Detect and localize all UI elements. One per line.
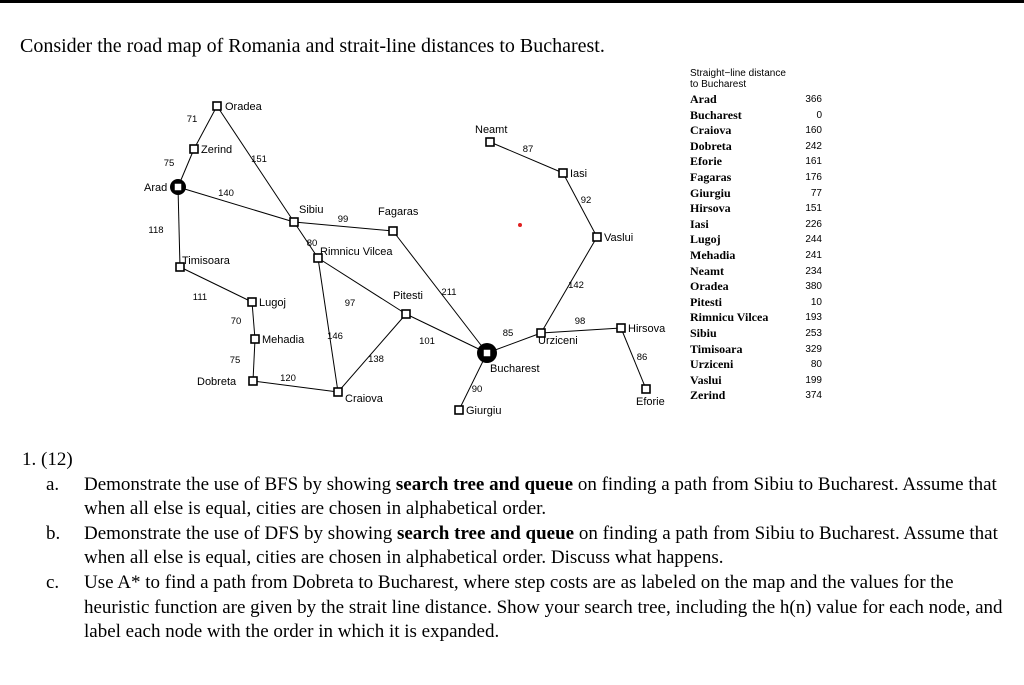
sld-city: Neamt: [690, 263, 724, 278]
city-label-fagaras: Fagaras: [378, 206, 419, 218]
sld-rows: [690, 92, 822, 404]
question-c: [22, 571, 1012, 645]
question-a-letter: a.: [46, 473, 60, 495]
city-label-rimnicu: Rimnicu Vilcea: [320, 246, 393, 258]
question-c-text: Use A* to find a path from Dobreta to Bucharest, where step costs are as labeled on the map and the values for the heuristic function are given by the strait line distance. Show your search tree, including the h(n) value for each node, and label each node with the order in which it is expanded.: [84, 571, 1003, 643]
road-distance-label: 97: [344, 298, 356, 309]
sld-city: Vaslui: [690, 372, 722, 387]
city-marker-bucharest: [477, 343, 497, 363]
romania-road-map: [0, 0, 690, 430]
city-label-craiova: Craiova: [345, 393, 383, 405]
city-label-neamt: Neamt: [475, 124, 508, 136]
sld-value: 161: [805, 156, 822, 168]
sld-row: [690, 310, 822, 326]
road-distance-label: 151: [251, 154, 267, 165]
question-b-bold: search tree and queue: [396, 522, 575, 544]
sld-city: Arad: [690, 92, 717, 106]
road-distance-label: 70: [230, 316, 242, 327]
sld-city: Craiova: [690, 123, 732, 138]
city-label-arad: Arad: [144, 182, 168, 194]
city-marker-zerind: [190, 145, 198, 153]
sld-header-line1: Straight−line distance: [690, 68, 786, 79]
road-distance-label: 71: [186, 114, 198, 125]
sld-city: Dobreta: [690, 138, 732, 153]
city-label-giurgiu: Giurgiu: [466, 405, 502, 417]
sld-city: Timisoara: [690, 341, 743, 356]
road-distance-label: 80: [306, 238, 318, 249]
road-distance-label: 98: [574, 316, 586, 327]
question-a-text-post: on finding a path from Sibiu to Bucharest. Assume that when all else is equal, cities are chosen in alphabetical order.: [84, 473, 997, 520]
road-urziceni-hirsova: [541, 328, 621, 333]
sld-row: [690, 123, 822, 139]
road-distance-label: 90: [471, 384, 483, 395]
sld-value: 380: [805, 281, 822, 293]
city-marker-giurgiu: [455, 406, 463, 414]
sld-row: [690, 217, 822, 233]
sld-row: [690, 154, 822, 170]
sld-row: [690, 264, 822, 280]
question-b-text-pre: Demonstrate the use of DFS by showing: [84, 522, 397, 544]
sld-value: 366: [805, 94, 822, 105]
road-distance-label: 111: [192, 292, 208, 303]
road-arad-timisoara: [178, 187, 180, 267]
road-distance-label: 138: [368, 354, 384, 365]
sld-value: 151: [805, 203, 822, 215]
city-label-oradea: Oradea: [225, 101, 262, 113]
sld-row: [690, 279, 822, 295]
sld-value: 244: [805, 234, 822, 246]
sld-city: Sibiu: [690, 325, 717, 340]
sld-row: [690, 139, 822, 155]
city-marker-arad: [170, 179, 186, 195]
road-distance-label: 120: [280, 373, 296, 384]
question-b: [22, 522, 1012, 571]
sld-value: 253: [805, 327, 822, 339]
question-number: 1.: [22, 449, 37, 470]
road-distance-label: 142: [568, 280, 584, 291]
road-distance-label: 75: [229, 355, 241, 366]
sld-value: 10: [810, 296, 822, 308]
sld-city: Urziceni: [690, 357, 734, 372]
sld-value: 329: [805, 343, 822, 355]
question-b-letter: b.: [46, 522, 61, 544]
questions: [22, 448, 1012, 645]
sld-row: [690, 373, 822, 389]
city-marker-sibiu: [290, 218, 298, 226]
sld-value: 193: [805, 312, 822, 324]
sld-value: 242: [805, 140, 822, 152]
sld-city: Zerind: [690, 388, 726, 403]
road-distance-label: 118: [148, 225, 164, 236]
sld-city: Mehadia: [690, 247, 736, 262]
city-label-lugoj: Lugoj: [259, 297, 286, 309]
sld-row: [690, 342, 822, 358]
road-timisoara-lugoj: [180, 267, 252, 302]
road-distance-label: 87: [522, 144, 534, 155]
sld-city: Giurgiu: [690, 185, 731, 200]
sld-city: Lugoj: [690, 232, 721, 247]
sld-row: [690, 388, 822, 404]
sld-city: Hirsova: [690, 201, 731, 216]
road-rimnicu-pitesti: [318, 258, 406, 314]
sld-value: 241: [805, 249, 822, 261]
road-craiova-pitesti: [338, 314, 406, 392]
city-label-vaslui: Vaslui: [604, 232, 634, 244]
question-a: [22, 473, 1012, 522]
city-marker-dobreta: [249, 377, 257, 385]
road-rimnicu-craiova: [318, 258, 338, 392]
question-points: (12): [41, 449, 73, 470]
road-distance-label: 211: [441, 287, 457, 298]
straight-line-distance-table: [690, 68, 830, 404]
city-label-urziceni: Urziceni: [538, 335, 578, 347]
sld-value: 0: [816, 109, 822, 121]
road-mehadia-dobreta: [253, 339, 255, 381]
sld-city: Fagaras: [690, 169, 732, 184]
city-label-bucharest: Bucharest: [490, 363, 540, 375]
question-a-bold: search tree and queue: [395, 473, 574, 495]
road-distance-label: 75: [163, 158, 175, 169]
city-marker-mehadia: [251, 335, 259, 343]
road-distance-label: 101: [419, 336, 435, 347]
question-c-letter: c.: [46, 571, 60, 593]
sld-value: 199: [805, 374, 822, 386]
sld-row: [690, 201, 822, 217]
city-marker-fagaras: [389, 227, 397, 235]
sld-row: [690, 232, 822, 248]
road-distance-label: 99: [337, 214, 349, 225]
sld-row: [690, 108, 822, 124]
city-marker-oradea: [213, 102, 221, 110]
city-marker-lugoj: [248, 298, 256, 306]
sld-city: Iasi: [690, 216, 709, 231]
city-label-sibiu: Sibiu: [299, 204, 324, 216]
sld-row: [690, 357, 822, 373]
sld-value: 176: [805, 171, 822, 183]
city-marker-vaslui: [593, 233, 601, 241]
road-lugoj-mehadia: [252, 302, 255, 339]
sld-value: 374: [805, 390, 822, 402]
city-label-mehadia: Mehadia: [262, 334, 305, 346]
sld-city: Eforie: [690, 154, 722, 169]
city-label-zerind: Zerind: [201, 144, 233, 156]
city-marker-pitesti: [402, 310, 410, 318]
city-label-timisoara: Timisoara: [182, 255, 230, 267]
city-label-hirsova: Hirsova: [628, 323, 666, 335]
city-marker-eforie: [642, 385, 650, 393]
sld-row: [690, 92, 822, 108]
problem-title: Consider the road map of Romania and strait-line distances to Bucharest.: [20, 35, 605, 57]
question-b-text-post: on finding a path from Sibiu to Bucharest. Assume that when all else is equal, cities are chosen in alphabetical order. Discuss what happens.: [84, 522, 998, 569]
sld-row: [690, 326, 822, 342]
sld-city: Rimnicu Vilcea: [690, 310, 769, 325]
city-label-iasi: Iasi: [570, 168, 588, 180]
sld-city: Pitesti: [690, 294, 722, 309]
sld-header-line2: to Bucharest: [690, 79, 747, 90]
road-pitesti-bucharest: [406, 314, 487, 353]
city-label-eforie: Eforie: [636, 396, 665, 408]
road-distance-label: 86: [636, 352, 648, 363]
road-distance-label: 85: [502, 328, 514, 339]
road-arad-sibiu: [178, 187, 294, 222]
city-label-pitesti: Pitesti: [393, 290, 423, 302]
city-marker-hirsova: [617, 324, 625, 332]
sld-value: 226: [805, 218, 822, 230]
sld-row: [690, 170, 822, 186]
sld-value: 234: [805, 265, 822, 277]
red-dot-marker: [518, 223, 522, 227]
city-marker-neamt: [486, 138, 494, 146]
sld-value: 77: [810, 187, 822, 199]
road-oradea-zerind: [194, 106, 217, 149]
sld-row: [690, 186, 822, 202]
sld-row: [690, 248, 822, 264]
road-distance-label: 146: [327, 331, 343, 342]
road-distance-label: 140: [218, 188, 234, 199]
sld-value: 160: [805, 125, 822, 137]
city-marker-craiova: [334, 388, 342, 396]
sld-city: Bucharest: [690, 107, 742, 122]
sld-row: [690, 295, 822, 311]
city-label-dobreta: Dobreta: [197, 376, 237, 388]
city-marker-iasi: [559, 169, 567, 177]
question-a-text-pre: Demonstrate the use of BFS by showing: [84, 473, 396, 495]
sld-value: 80: [810, 359, 822, 371]
question-1-heading: [22, 448, 1012, 473]
sld-city: Oradea: [690, 279, 729, 294]
road-distance-label: 92: [580, 195, 592, 206]
